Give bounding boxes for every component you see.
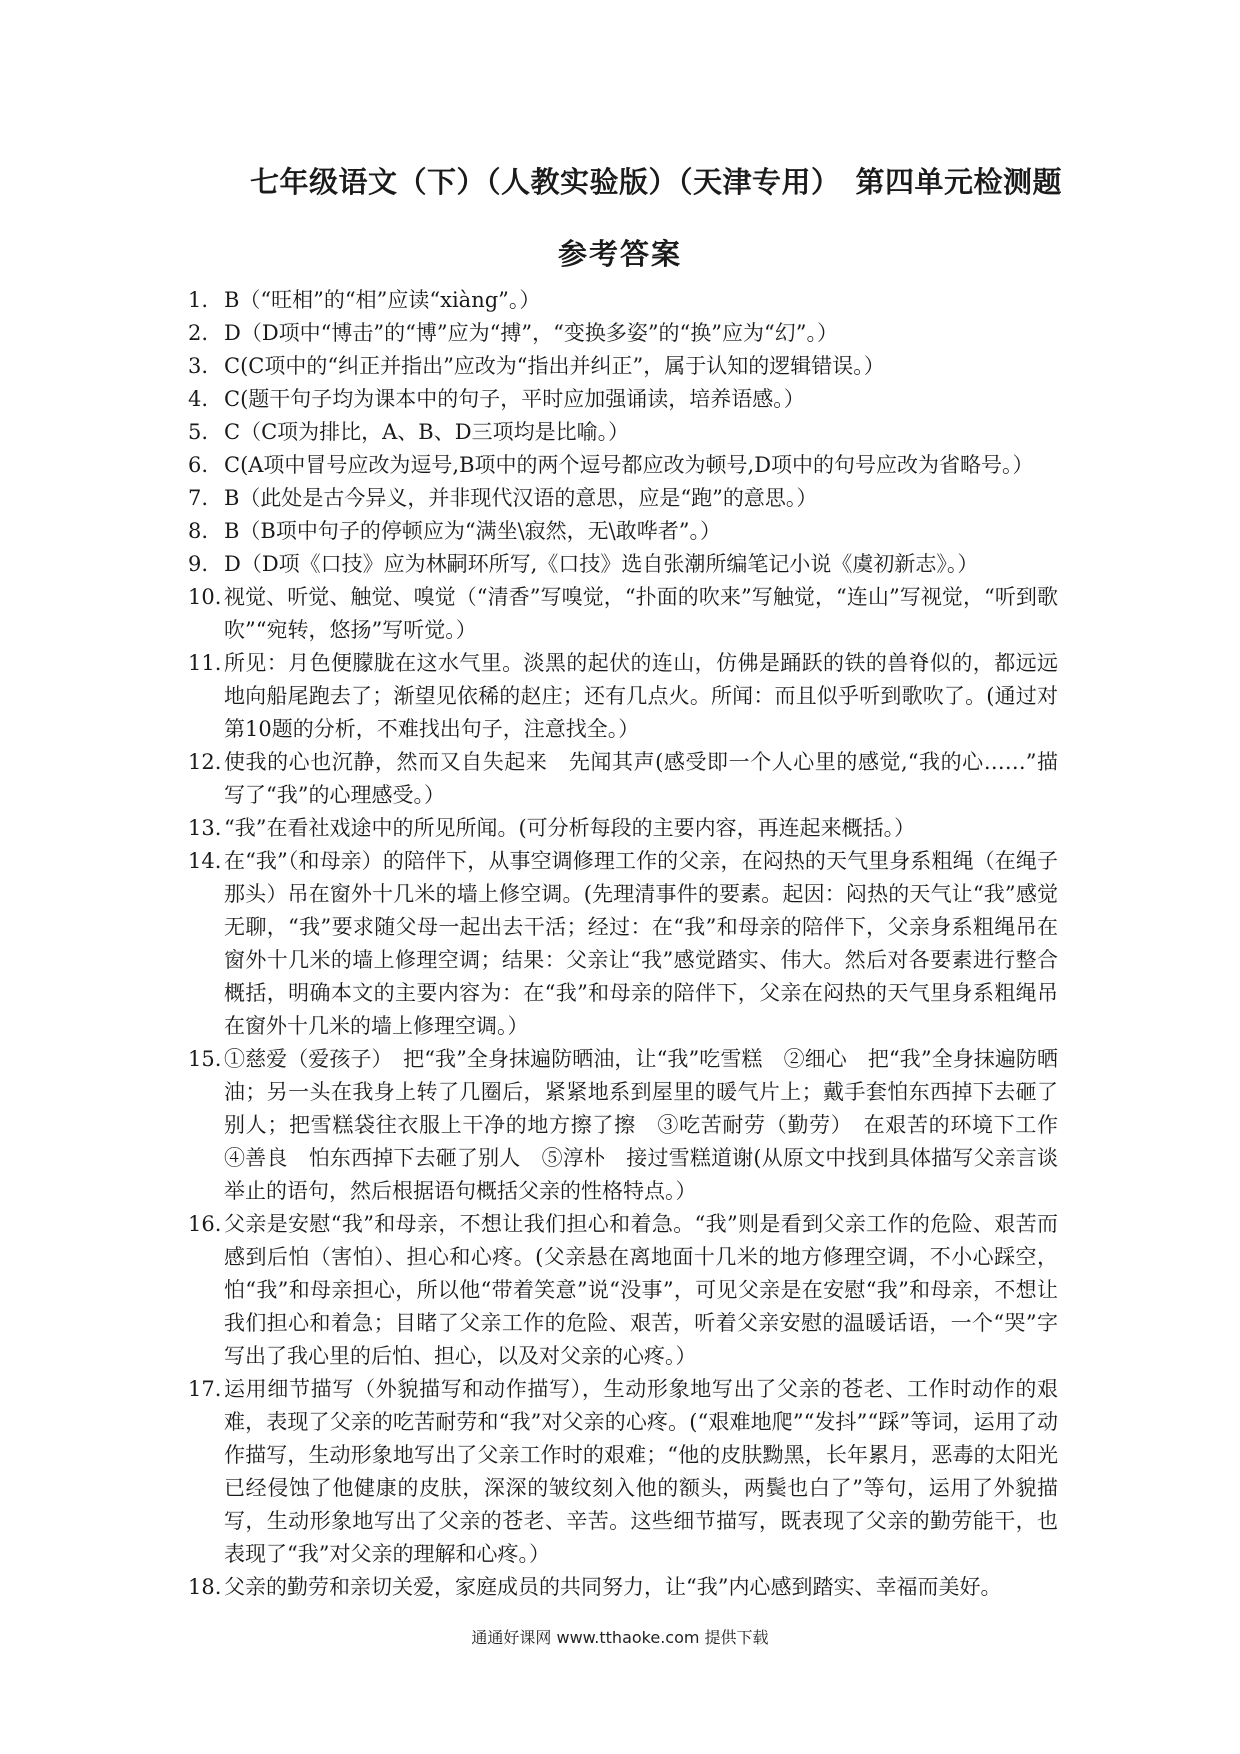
answer-number: 6. (188, 453, 209, 477)
answer-item (188, 482, 1058, 515)
answer-item (188, 581, 1058, 647)
answer-item (188, 1043, 1079, 1208)
document-title: 七年级语文（下）（人教实验版）（天津专用） 第四单元检测题 (250, 165, 1063, 199)
answer-number: 18. (188, 1575, 222, 1599)
answer-item (188, 317, 1058, 350)
answer-item (188, 845, 1058, 1043)
answer-text: C（C项为排比，A、B、D三项均是比喻。） (224, 420, 630, 444)
answer-item (188, 1208, 1058, 1373)
answer-text: B（“旺相”的“相”应读“xiàng”。） (224, 288, 541, 312)
answer-item (188, 548, 1058, 581)
answer-text: 运用细节描写（外貌描写和动作描写），生动形象地写出了父亲的苍老、工作时动作的艰难，表现了父亲的吃苦耐劳和“我”对父亲的心疼。(“艰难地爬”“发抖”“踩”等词，运用了动作描写，生动形象地写出了父亲工作时的艰难；“他的皮肤黝黑，长年累月，恶毒的太阳光已经侵蚀了他健康的皮肤，深深的皱纹刻入他的额头，两鬓也白了”等句，运用了外貌描写，生动形象地写出了父亲的苍老、辛苦。这些细节描写，既表现了父亲的勤劳能干，也表现了“我”对父亲的理解和心疼。） (224, 1377, 1058, 1566)
answer-item (188, 284, 1058, 317)
answer-text: B（B项中句子的停顿应为“满坐\寂然，无\敢哗者”。） (224, 519, 721, 543)
answer-number: 3. (188, 354, 209, 378)
answer-text: 父亲的勤劳和亲切关爱，家庭成员的共同努力，让“我”内心感到踏实、幸福而美好。 (224, 1575, 1002, 1599)
answer-number: 11. (188, 651, 222, 675)
answer-number: 5. (188, 420, 209, 444)
answer-text: D（D项中“博击”的“博”应为“搏”，“变换多姿”的“换”应为“幻”。） (224, 321, 839, 345)
answer-number: 13. (188, 816, 222, 840)
answer-item (188, 449, 1058, 482)
answer-item (188, 416, 1058, 449)
answer-number: 12. (188, 750, 222, 774)
answer-number: 16. (188, 1212, 222, 1236)
answer-item (188, 647, 1058, 746)
page-footer: 通通好课网 www.tthaoke.com 提供下载 (471, 1628, 769, 1647)
answer-number: 10. (188, 585, 222, 609)
answer-list (188, 284, 1079, 1604)
answer-text: 使我的心也沉静，然而又自失起来 先闻其声(感受即一个人心里的感觉,“我的心……”描写了“我”的心理感受。） (224, 750, 1058, 807)
answer-number: 1. (188, 288, 209, 312)
answer-text: 视觉、听觉、触觉、嗅觉（“清香”写嗅觉，“扑面的吹来”写触觉，“连山”写视觉，“听到歌吹”“宛转，悠扬”写听觉。） (224, 585, 1058, 642)
answer-text: C(A项中冒号应改为逗号,B项中的两个逗号都应改为顿号,D项中的句号应改为省略号。） (224, 453, 1034, 477)
answer-number: 17. (188, 1377, 222, 1401)
answer-text: C(题干句子均为课本中的句子，平时应加强诵读，培养语感。） (224, 387, 805, 411)
answer-text: 所见：月色便朦胧在这水气里。淡黑的起伏的连山，仿佛是踊跃的铁的兽脊似的，都远远地向船尾跑去了；渐望见依稀的赵庄；还有几点火。所闻：而且似乎听到歌吹了。(通过对第10题的分析，不难找出句子，注意找全。） (224, 651, 1058, 741)
answer-number: 15. (188, 1047, 222, 1071)
answer-number: 7. (188, 486, 209, 510)
answer-text: ①慈爱（爱孩子） 把“我”全身抹遍防晒油，让“我”吃雪糕 ②细心 把“我”全身抹遍防晒油；另一头在我身上转了几圈后，紧紧地系到屋里的暖气片上；戴手套怕东西掉下去砸了别人；把雪糕袋往衣服上干净的地方擦了擦 ③吃苦耐劳（勤劳） 在艰苦的环境下工作 ④善良 怕东西掉下去砸了别人 ⑤淳朴 接过雪糕道谢(从原文中找到具体描写父亲言谈举止的语句，然后根据语句概括父亲的性格特点。） (224, 1047, 1079, 1203)
document-subtitle: 参考答案 (557, 237, 682, 271)
answer-item (188, 812, 1058, 845)
answer-number: 2. (188, 321, 209, 345)
answer-number: 9. (188, 552, 209, 576)
answer-item (188, 350, 1058, 383)
answer-item (188, 1373, 1058, 1571)
answer-number: 8. (188, 519, 209, 543)
answer-text: C(C项中的“纠正并指出”应改为“指出并纠正”，属于认知的逻辑错误。） (224, 354, 885, 378)
answer-item (188, 746, 1058, 812)
answer-text: D（D项《口技》应为林嗣环所写,《口技》选自张潮所编笔记小说《虞初新志》。） (224, 552, 979, 576)
answer-item (188, 1571, 1058, 1604)
answer-number: 4. (188, 387, 209, 411)
answer-text: “我”在看社戏途中的所见所闻。(可分析每段的主要内容，再连起来概括。） (224, 816, 916, 840)
answer-text: B（此处是古今异义，并非现代汉语的意思，应是“跑”的意思。） (224, 486, 818, 510)
answer-item (188, 383, 1058, 416)
answer-item (188, 515, 1058, 548)
answer-text: 父亲是安慰“我”和母亲，不想让我们担心和着急。“我”则是看到父亲工作的危险、艰苦而感到后怕（害怕）、担心和心疼。(父亲悬在离地面十几米的地方修理空调，不小心踩空，怕“我”和母亲担心，所以他“带着笑意”说“没事”，可见父亲是在安慰“我”和母亲，不想让我们担心和着急；目睹了父亲工作的危险、艰苦，听着父亲安慰的温暖话语，一个“哭”字写出了我心里的后怕、担心，以及对父亲的心疼。） (224, 1212, 1058, 1368)
answer-text: 在“我”（和母亲）的陪伴下，从事空调修理工作的父亲，在闷热的天气里身系粗绳（在绳子那头）吊在窗外十几米的墙上修空调。(先理清事件的要素。起因：闷热的天气让“我”感觉无聊，“我”要求随父母一起出去干活；经过：在“我”和母亲的陪伴下，父亲身系粗绳吊在窗外十几米的墙上修理空调；结果：父亲让“我”感觉踏实、伟大。然后对各要素进行整合概括，明确本文的主要内容为：在“我”和母亲的陪伴下，父亲在闷热的天气里身系粗绳吊在窗外十几米的墙上修理空调。） (224, 849, 1058, 1038)
answer-number: 14. (188, 849, 222, 873)
